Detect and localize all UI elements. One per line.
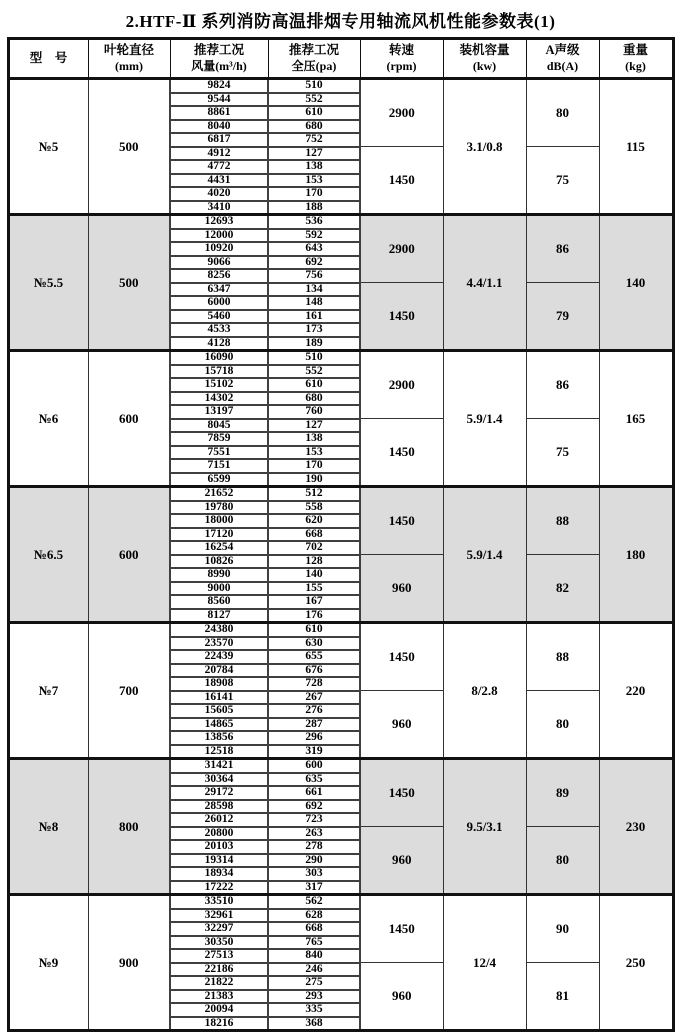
pressure-cell: 189 [268,337,360,351]
header-line1: 型 号 [29,51,68,66]
pressure-cell: 702 [268,541,360,555]
speed-cell: 960 [360,555,443,623]
model-cell: №6 [8,351,88,487]
pressure-cell: 153 [268,446,360,460]
flow-cell: 6599 [170,473,268,487]
flow-cell: 14865 [170,718,268,732]
table-row [8,351,673,365]
pressure-cell: 319 [268,745,360,759]
pressure-cell: 335 [268,1003,360,1017]
weight-cell: 180 [599,487,673,623]
header-line2: (rpm) [386,59,417,74]
speed-cell: 1450 [360,283,443,351]
noise-cell: 80 [526,827,599,895]
pressure-cell: 173 [268,323,360,337]
weight-cell: 230 [599,759,673,895]
flow-cell: 31421 [170,759,268,773]
noise-cell: 89 [526,759,599,827]
table-header [8,39,673,79]
noise-cell: 80 [526,79,599,147]
header-cell [526,39,599,79]
flow-cell: 16090 [170,351,268,365]
noise-cell: 82 [526,555,599,623]
header-line1: 装机容量 [459,43,510,58]
flow-cell: 12000 [170,229,268,243]
pressure-cell: 127 [268,419,360,433]
header-cell [443,39,526,79]
flow-cell: 4772 [170,160,268,174]
model-cell: №9 [8,895,88,1031]
capacity-cell: 5.9/1.4 [443,487,526,623]
flow-cell: 8990 [170,568,268,582]
flow-cell: 16254 [170,541,268,555]
noise-cell: 90 [526,895,599,963]
flow-cell: 9824 [170,79,268,93]
flow-cell: 3410 [170,201,268,215]
flow-cell: 24380 [170,623,268,637]
pressure-cell: 661 [268,786,360,800]
header-cell [8,39,88,79]
speed-cell: 1450 [360,895,443,963]
pressure-cell: 510 [268,79,360,93]
header-line2: (mm) [115,59,143,74]
pressure-cell: 276 [268,704,360,718]
flow-cell: 32297 [170,922,268,936]
flow-cell: 8040 [170,120,268,134]
page-title: 2.HTF-Ⅱ 系列消防高温排烟专用轴流风机性能参数表(1) [125,12,556,31]
speed-cell: 1450 [360,147,443,215]
model-cell: №8 [8,759,88,895]
diameter-cell: 600 [88,487,170,623]
pressure-cell: 127 [268,147,360,161]
pressure-cell: 752 [268,133,360,147]
pressure-cell: 680 [268,120,360,134]
pressure-cell: 552 [268,93,360,107]
noise-cell: 86 [526,215,599,283]
capacity-cell: 5.9/1.4 [443,351,526,487]
flow-cell: 12518 [170,745,268,759]
pressure-cell: 680 [268,392,360,406]
flow-cell: 13856 [170,731,268,745]
performance-table [7,37,675,1032]
flow-cell: 20784 [170,664,268,678]
flow-cell: 18000 [170,514,268,528]
flow-cell: 23570 [170,637,268,651]
pressure-cell: 628 [268,909,360,923]
speed-cell: 2900 [360,79,443,147]
flow-cell: 6347 [170,283,268,297]
pressure-cell: 630 [268,637,360,651]
pressure-cell: 562 [268,895,360,909]
header-line1: 推荐工况 [193,43,244,58]
model-cell: №5 [8,79,88,215]
pressure-cell: 512 [268,487,360,501]
flow-cell: 7859 [170,432,268,446]
flow-cell: 22439 [170,650,268,664]
header-line1: A声级 [545,43,580,58]
pressure-cell: 610 [268,378,360,392]
speed-cell: 960 [360,827,443,895]
flow-cell: 9000 [170,582,268,596]
header-line2: (kg) [625,59,646,74]
noise-cell: 86 [526,351,599,419]
flow-cell: 13197 [170,405,268,419]
pressure-cell: 140 [268,568,360,582]
pressure-cell: 153 [268,174,360,188]
flow-cell: 7151 [170,459,268,473]
pressure-cell: 655 [268,650,360,664]
pressure-cell: 278 [268,840,360,854]
flow-cell: 4533 [170,323,268,337]
flow-cell: 15102 [170,378,268,392]
flow-cell: 8127 [170,609,268,623]
pressure-cell: 510 [268,351,360,365]
header-line2: dB(A) [546,59,579,74]
pressure-cell: 170 [268,459,360,473]
pressure-cell: 138 [268,432,360,446]
flow-cell: 18908 [170,677,268,691]
flow-cell: 9066 [170,256,268,270]
speed-cell: 2900 [360,351,443,419]
pressure-cell: 167 [268,595,360,609]
flow-cell: 8256 [170,269,268,283]
pressure-cell: 592 [268,229,360,243]
pressure-cell: 287 [268,718,360,732]
table-row [8,215,673,229]
header-cell [268,39,360,79]
flow-cell: 10826 [170,555,268,569]
pressure-cell: 756 [268,269,360,283]
pressure-cell: 155 [268,582,360,596]
capacity-cell: 12/4 [443,895,526,1031]
pressure-cell: 610 [268,106,360,120]
noise-cell: 88 [526,487,599,555]
pressure-cell: 600 [268,759,360,773]
model-cell: №7 [8,623,88,759]
flow-cell: 19780 [170,501,268,515]
capacity-cell: 8/2.8 [443,623,526,759]
speed-cell: 1450 [360,419,443,487]
model-cell: №6.5 [8,487,88,623]
pressure-cell: 161 [268,310,360,324]
flow-cell: 15605 [170,704,268,718]
pressure-cell: 723 [268,813,360,827]
pressure-cell: 668 [268,922,360,936]
noise-cell: 75 [526,147,599,215]
diameter-cell: 500 [88,79,170,215]
pressure-cell: 267 [268,691,360,705]
weight-cell: 250 [599,895,673,1031]
table-body [8,79,673,1031]
capacity-cell: 3.1/0.8 [443,79,526,215]
flow-cell: 8560 [170,595,268,609]
pressure-cell: 676 [268,664,360,678]
pressure-cell: 176 [268,609,360,623]
flow-cell: 30364 [170,773,268,787]
pressure-cell: 635 [268,773,360,787]
flow-cell: 15718 [170,365,268,379]
header-line1: 转速 [388,43,414,58]
diameter-cell: 800 [88,759,170,895]
pressure-cell: 134 [268,283,360,297]
noise-cell: 80 [526,691,599,759]
flow-cell: 5460 [170,310,268,324]
flow-cell: 8861 [170,106,268,120]
page [0,7,681,1032]
pressure-cell: 643 [268,242,360,256]
header-line2: 风量(m³/h) [191,59,247,74]
speed-cell: 1450 [360,487,443,555]
pressure-cell: 536 [268,215,360,229]
flow-cell: 7551 [170,446,268,460]
pressure-cell: 728 [268,677,360,691]
speed-cell: 2900 [360,215,443,283]
header-line1: 重量 [622,43,648,58]
pressure-cell: 246 [268,963,360,977]
pressure-cell: 368 [268,1017,360,1031]
diameter-cell: 500 [88,215,170,351]
pressure-cell: 552 [268,365,360,379]
pressure-cell: 692 [268,256,360,270]
pressure-cell: 760 [268,405,360,419]
flow-cell: 14302 [170,392,268,406]
table-row [8,895,673,909]
flow-cell: 18216 [170,1017,268,1031]
header-line2: 全压(pa) [291,59,337,74]
noise-cell: 88 [526,623,599,691]
header-cell [88,39,170,79]
pressure-cell: 296 [268,731,360,745]
flow-cell: 20103 [170,840,268,854]
diameter-cell: 700 [88,623,170,759]
pressure-cell: 840 [268,949,360,963]
flow-cell: 9544 [170,93,268,107]
pressure-cell: 620 [268,514,360,528]
header-line1: 推荐工况 [288,43,339,58]
flow-cell: 4128 [170,337,268,351]
flow-cell: 6000 [170,296,268,310]
table-row [8,759,673,773]
pressure-cell: 765 [268,936,360,950]
flow-cell: 20800 [170,827,268,841]
flow-cell: 28598 [170,800,268,814]
pressure-cell: 610 [268,623,360,637]
flow-cell: 21383 [170,990,268,1004]
pressure-cell: 128 [268,555,360,569]
pressure-cell: 138 [268,160,360,174]
pressure-cell: 668 [268,528,360,542]
flow-cell: 4431 [170,174,268,188]
header-cell [599,39,673,79]
flow-cell: 26012 [170,813,268,827]
capacity-cell: 9.5/3.1 [443,759,526,895]
speed-cell: 960 [360,691,443,759]
flow-cell: 20094 [170,1003,268,1017]
pressure-cell: 188 [268,201,360,215]
header-row [8,39,673,79]
pressure-cell: 263 [268,827,360,841]
speed-cell: 1450 [360,759,443,827]
noise-cell: 75 [526,419,599,487]
speed-cell: 1450 [360,623,443,691]
header-line1: 叶轮直径 [103,43,154,58]
flow-cell: 21652 [170,487,268,501]
flow-cell: 6817 [170,133,268,147]
flow-cell: 21822 [170,976,268,990]
header-cell [170,39,268,79]
flow-cell: 30350 [170,936,268,950]
flow-cell: 4912 [170,147,268,161]
weight-cell: 220 [599,623,673,759]
pressure-cell: 317 [268,881,360,895]
noise-cell: 79 [526,283,599,351]
header-line2: (kw) [472,59,497,74]
flow-cell: 18934 [170,867,268,881]
flow-cell: 22186 [170,963,268,977]
weight-cell: 165 [599,351,673,487]
pressure-cell: 303 [268,867,360,881]
pressure-cell: 558 [268,501,360,515]
table-row [8,487,673,501]
flow-cell: 29172 [170,786,268,800]
flow-cell: 16141 [170,691,268,705]
header-cell [360,39,443,79]
noise-cell: 81 [526,963,599,1031]
diameter-cell: 600 [88,351,170,487]
model-cell: №5.5 [8,215,88,351]
flow-cell: 4020 [170,187,268,201]
table-row [8,79,673,93]
flow-cell: 19314 [170,854,268,868]
flow-cell: 8045 [170,419,268,433]
weight-cell: 115 [599,79,673,215]
flow-cell: 10920 [170,242,268,256]
flow-cell: 32961 [170,909,268,923]
pressure-cell: 293 [268,990,360,1004]
speed-cell: 960 [360,963,443,1031]
pressure-cell: 190 [268,473,360,487]
diameter-cell: 900 [88,895,170,1031]
flow-cell: 33510 [170,895,268,909]
capacity-cell: 4.4/1.1 [443,215,526,351]
pressure-cell: 170 [268,187,360,201]
flow-cell: 17222 [170,881,268,895]
flow-cell: 27513 [170,949,268,963]
flow-cell: 17120 [170,528,268,542]
table-row [8,623,673,637]
pressure-cell: 290 [268,854,360,868]
weight-cell: 140 [599,215,673,351]
flow-cell: 12693 [170,215,268,229]
pressure-cell: 148 [268,296,360,310]
pressure-cell: 692 [268,800,360,814]
pressure-cell: 275 [268,976,360,990]
